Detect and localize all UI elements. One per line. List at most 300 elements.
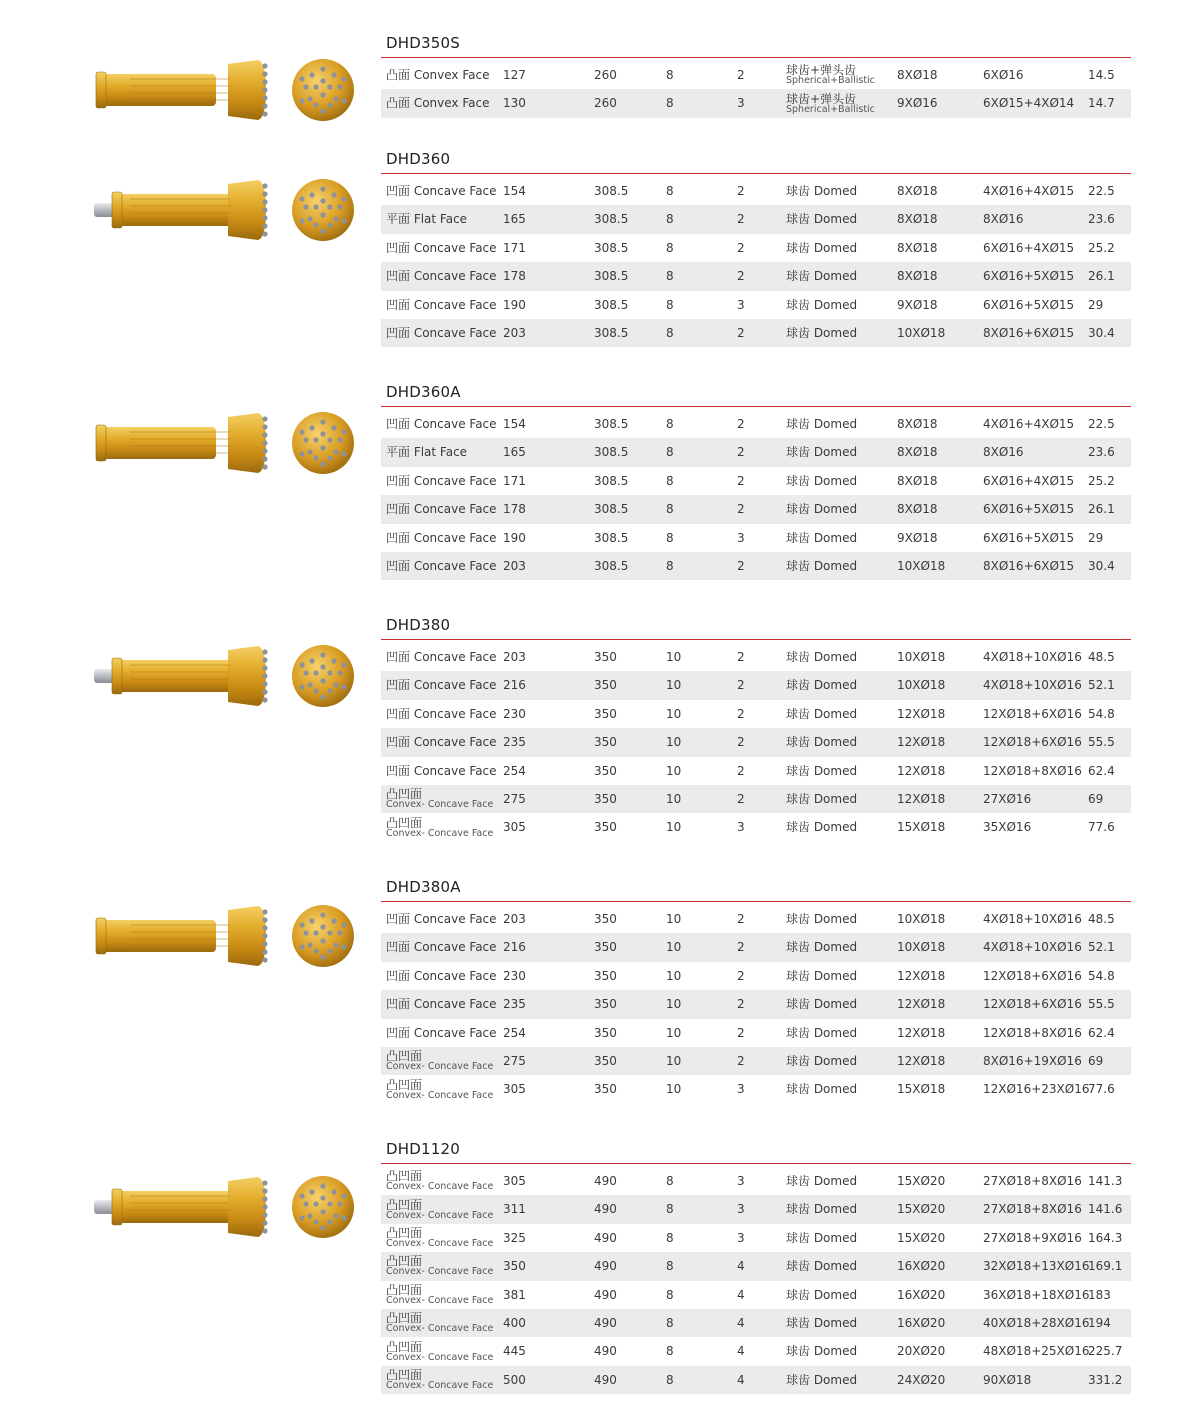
gauge-buttons-cell: 12XØ18 <box>897 997 946 1012</box>
front-buttons-cell: 6XØ16+4XØ15 <box>983 240 1075 255</box>
weight-cell: 26.1 <box>1088 269 1115 284</box>
table-row <box>381 524 1131 552</box>
face-type-en: Convex- Concave Face <box>386 1323 494 1335</box>
table-row <box>381 319 1131 347</box>
gauge-buttons-cell: 9XØ16 <box>897 96 938 111</box>
title-rule <box>381 901 1131 902</box>
face-type-en: Convex- Concave Face <box>386 1294 494 1306</box>
face-type-cell: 凹面 Concave Face <box>386 1025 497 1040</box>
splines-cell: 10 <box>666 678 682 693</box>
face-type-cn: 凸凹面 <box>386 815 423 830</box>
flushing-holes-cell: 2 <box>737 502 745 517</box>
table-row <box>381 962 1131 990</box>
weight-cell: 183 <box>1088 1287 1111 1302</box>
splines-cell: 8 <box>666 1174 674 1188</box>
diameter-cell: 400 <box>503 1315 526 1330</box>
flushing-holes-cell: 3 <box>737 96 745 111</box>
face-type-cell: 凹面 Concave Face <box>386 240 497 255</box>
flushing-holes-cell: 2 <box>737 940 745 955</box>
splines-cell: 8 <box>666 297 674 312</box>
table-row <box>381 410 1131 438</box>
front-buttons-cell: 12XØ18+8XØ16 <box>983 1025 1082 1040</box>
front-buttons-cell: 6XØ16 <box>983 68 1024 82</box>
gauge-buttons-cell: 12XØ18 <box>897 763 946 778</box>
insert-type-cell <box>786 61 875 89</box>
table-row <box>381 1309 1131 1337</box>
length-cell: 490 <box>594 1202 617 1217</box>
front-buttons-cell: 36XØ18+18XØ16 <box>983 1287 1090 1302</box>
table-row <box>381 1337 1131 1365</box>
diameter-cell: 178 <box>503 502 526 517</box>
insert-type-cell: 球齿 Domed <box>786 763 858 778</box>
flushing-holes-cell: 3 <box>737 820 745 835</box>
diameter-cell: 171 <box>503 473 526 488</box>
gauge-buttons-cell: 9XØ18 <box>897 530 938 545</box>
flushing-holes-cell: 3 <box>737 1082 745 1097</box>
insert-type-cell: 球齿 Domed <box>786 820 858 835</box>
table-row <box>381 1167 1131 1195</box>
weight-cell: 48.5 <box>1088 650 1115 664</box>
flushing-holes-cell: 4 <box>737 1315 745 1330</box>
diameter-cell: 203 <box>503 912 526 926</box>
title-rule <box>381 639 1131 640</box>
weight-cell: 77.6 <box>1088 1082 1115 1097</box>
front-buttons-cell: 90XØ18 <box>983 1372 1032 1387</box>
face-type-en: Convex- Concave Face <box>386 1266 494 1278</box>
front-buttons-cell: 8XØ16 <box>983 445 1024 460</box>
table-row <box>381 1224 1131 1252</box>
face-type-cell: 凸面 Convex Face <box>386 96 490 111</box>
face-type-cell: 凹面 Concave Face <box>386 417 497 431</box>
front-buttons-cell: 27XØ18+8XØ16 <box>983 1174 1082 1188</box>
diameter-cell: 203 <box>503 650 526 664</box>
length-cell: 350 <box>594 791 617 806</box>
splines-cell: 10 <box>666 1082 682 1097</box>
length-cell: 350 <box>594 1082 617 1097</box>
front-buttons-cell: 12XØ18+6XØ16 <box>983 735 1082 750</box>
splines-cell: 8 <box>666 1372 674 1387</box>
flushing-holes-cell: 2 <box>737 997 745 1012</box>
insert-type-cn: 球齿+弹头齿 <box>786 63 857 78</box>
length-cell: 308.5 <box>594 502 629 517</box>
insert-type-cell: 球齿 Domed <box>786 473 858 488</box>
diameter-cell: 190 <box>503 530 526 545</box>
splines-cell: 10 <box>666 997 682 1012</box>
table-row <box>381 785 1131 813</box>
table-row <box>381 1195 1131 1223</box>
diameter-cell: 311 <box>503 1202 526 1217</box>
insert-type-cell: 球齿 Domed <box>786 1053 858 1068</box>
front-buttons-cell: 8XØ16+6XØ15 <box>983 558 1075 573</box>
table-row <box>381 177 1131 205</box>
gauge-buttons-cell: 8XØ18 <box>897 445 938 460</box>
weight-cell: 29 <box>1088 297 1104 312</box>
drill-bit-face-view <box>290 57 356 123</box>
insert-type-cell: 球齿 Domed <box>786 1372 858 1387</box>
length-cell: 308.5 <box>594 297 629 312</box>
face-type-cn: 凸凹面 <box>386 1077 423 1092</box>
table-row <box>381 905 1131 933</box>
splines-cell: 8 <box>666 1287 674 1302</box>
insert-type-cell: 球齿 Domed <box>786 1259 858 1274</box>
face-type-cell: 凹面 Concave Face <box>386 763 497 778</box>
flushing-holes-cell: 3 <box>737 1174 745 1188</box>
weight-cell: 331.2 <box>1088 1372 1123 1387</box>
front-buttons-cell: 8XØ16+19XØ16 <box>983 1053 1082 1068</box>
flushing-holes-cell: 2 <box>737 325 745 340</box>
length-cell: 350 <box>594 706 617 721</box>
length-cell: 308.5 <box>594 325 629 340</box>
table-row <box>381 757 1131 785</box>
face-type-cell: 平面 Flat Face <box>386 445 468 460</box>
title-rule <box>381 1163 1131 1164</box>
insert-type-cell: 球齿 Domed <box>786 706 858 721</box>
gauge-buttons-cell: 10XØ18 <box>897 912 946 926</box>
insert-type-cell: 球齿 Domed <box>786 997 858 1012</box>
flushing-holes-cell: 2 <box>737 791 745 806</box>
gauge-buttons-cell: 8XØ18 <box>897 417 938 431</box>
face-type-cell <box>386 785 493 813</box>
length-cell: 350 <box>594 678 617 693</box>
gauge-buttons-cell: 16XØ20 <box>897 1287 946 1302</box>
product-title: DHD1120 <box>386 1140 460 1158</box>
face-type-cell <box>386 1224 493 1252</box>
weight-cell: 62.4 <box>1088 1025 1115 1040</box>
front-buttons-cell: 27XØ18+9XØ16 <box>983 1230 1082 1245</box>
gauge-buttons-cell: 12XØ18 <box>897 1053 946 1068</box>
gauge-buttons-cell: 12XØ18 <box>897 1025 946 1040</box>
length-cell: 490 <box>594 1259 617 1274</box>
gauge-buttons-cell: 10XØ18 <box>897 650 946 664</box>
splines-cell: 10 <box>666 735 682 750</box>
face-type-cn: 凸凹面 <box>386 1339 423 1354</box>
insert-type-cell <box>786 89 875 117</box>
front-buttons-cell: 6XØ16+5XØ15 <box>983 502 1075 517</box>
weight-cell: 22.5 <box>1088 417 1115 431</box>
insert-type-en: Spherical+Ballistic <box>786 103 875 115</box>
splines-cell: 10 <box>666 940 682 955</box>
gauge-buttons-cell: 8XØ18 <box>897 184 938 198</box>
flushing-holes-cell: 2 <box>737 68 745 82</box>
length-cell: 350 <box>594 912 617 926</box>
spec-table <box>381 61 1131 118</box>
weight-cell: 141.3 <box>1088 1174 1123 1188</box>
insert-type-cell: 球齿 Domed <box>786 678 858 693</box>
diameter-cell: 178 <box>503 269 526 284</box>
diameter-cell: 381 <box>503 1287 526 1302</box>
face-type-en: Convex- Concave Face <box>386 1351 494 1363</box>
weight-cell: 14.7 <box>1088 96 1115 111</box>
table-row <box>381 89 1131 117</box>
diameter-cell: 171 <box>503 240 526 255</box>
front-buttons-cell: 12XØ16+23XØ16 <box>983 1082 1090 1097</box>
gauge-buttons-cell: 8XØ18 <box>897 212 938 227</box>
flushing-holes-cell: 2 <box>737 706 745 721</box>
table-row <box>381 552 1131 580</box>
splines-cell: 8 <box>666 530 674 545</box>
face-type-cell <box>386 1366 493 1394</box>
face-type-cell <box>386 1167 493 1195</box>
splines-cell: 8 <box>666 1315 674 1330</box>
table-row <box>381 643 1131 671</box>
front-buttons-cell: 12XØ18+8XØ16 <box>983 763 1082 778</box>
diameter-cell: 203 <box>503 558 526 573</box>
front-buttons-cell: 4XØ16+4XØ15 <box>983 184 1075 198</box>
table-row <box>381 1281 1131 1309</box>
length-cell: 350 <box>594 1053 617 1068</box>
drill-bit-face-view <box>290 177 356 243</box>
weight-cell: 26.1 <box>1088 502 1115 517</box>
diameter-cell: 130 <box>503 96 526 111</box>
face-type-cell: 凹面 Concave Face <box>386 297 497 312</box>
gauge-buttons-cell: 10XØ18 <box>897 678 946 693</box>
length-cell: 350 <box>594 1025 617 1040</box>
face-type-cell <box>386 1195 493 1223</box>
length-cell: 490 <box>594 1372 617 1387</box>
diameter-cell: 305 <box>503 1174 526 1188</box>
splines-cell: 8 <box>666 502 674 517</box>
diameter-cell: 165 <box>503 212 526 227</box>
product-title: DHD360A <box>386 383 461 401</box>
flushing-holes-cell: 4 <box>737 1372 745 1387</box>
face-type-en: Convex- Concave Face <box>386 1061 494 1073</box>
insert-type-cell: 球齿 Domed <box>786 1202 858 1217</box>
gauge-buttons-cell: 10XØ18 <box>897 558 946 573</box>
insert-type-cell: 球齿 Domed <box>786 184 858 198</box>
gauge-buttons-cell: 20XØ20 <box>897 1344 946 1359</box>
flushing-holes-cell: 2 <box>737 417 745 431</box>
gauge-buttons-cell: 12XØ18 <box>897 968 946 983</box>
insert-type-cn: 球齿+弹头齿 <box>786 91 857 106</box>
front-buttons-cell: 4XØ18+10XØ16 <box>983 650 1082 664</box>
flushing-holes-cell: 2 <box>737 269 745 284</box>
front-buttons-cell: 40XØ18+28XØ16 <box>983 1315 1090 1330</box>
diameter-cell: 305 <box>503 820 526 835</box>
insert-type-cell: 球齿 Domed <box>786 1174 858 1188</box>
length-cell: 260 <box>594 68 617 82</box>
diameter-cell: 216 <box>503 940 526 955</box>
insert-type-cell: 球齿 Domed <box>786 735 858 750</box>
length-cell: 490 <box>594 1174 617 1188</box>
splines-cell: 8 <box>666 445 674 460</box>
table-row <box>381 1019 1131 1047</box>
drill-bit-face-view <box>290 1174 356 1240</box>
insert-type-cell: 球齿 Domed <box>786 212 858 227</box>
splines-cell: 10 <box>666 650 682 664</box>
face-type-cell: 凹面 Concave Face <box>386 706 497 721</box>
weight-cell: 55.5 <box>1088 735 1115 750</box>
diameter-cell: 325 <box>503 1230 526 1245</box>
length-cell: 260 <box>594 96 617 111</box>
table-row <box>381 1075 1131 1103</box>
face-type-cell: 凹面 Concave Face <box>386 269 497 284</box>
insert-type-cell: 球齿 Domed <box>786 530 858 545</box>
front-buttons-cell: 6XØ15+4XØ14 <box>983 96 1075 111</box>
front-buttons-cell: 32XØ18+13XØ16 <box>983 1259 1090 1274</box>
gauge-buttons-cell: 8XØ18 <box>897 473 938 488</box>
splines-cell: 8 <box>666 1202 674 1217</box>
flushing-holes-cell: 2 <box>737 1053 745 1068</box>
table-row <box>381 813 1131 841</box>
gauge-buttons-cell: 15XØ20 <box>897 1174 946 1188</box>
splines-cell: 8 <box>666 212 674 227</box>
weight-cell: 48.5 <box>1088 912 1115 926</box>
drill-bit-side-view <box>90 50 275 130</box>
front-buttons-cell: 6XØ16+5XØ15 <box>983 530 1075 545</box>
face-type-cn: 凸凹面 <box>386 1049 423 1064</box>
spec-table <box>381 177 1131 347</box>
splines-cell: 8 <box>666 1230 674 1245</box>
face-type-cell <box>386 1281 493 1309</box>
weight-cell: 69 <box>1088 791 1104 806</box>
face-type-cell: 凹面 Concave Face <box>386 997 497 1012</box>
splines-cell: 8 <box>666 417 674 431</box>
weight-cell: 54.8 <box>1088 968 1115 983</box>
drill-bit-side-view <box>90 636 275 716</box>
weight-cell: 77.6 <box>1088 820 1115 835</box>
gauge-buttons-cell: 16XØ20 <box>897 1259 946 1274</box>
diameter-cell: 190 <box>503 297 526 312</box>
splines-cell: 10 <box>666 912 682 926</box>
gauge-buttons-cell: 10XØ18 <box>897 940 946 955</box>
table-row <box>381 671 1131 699</box>
drill-bit-face-view <box>290 410 356 476</box>
insert-type-cell: 球齿 Domed <box>786 912 858 926</box>
insert-type-cell: 球齿 Domed <box>786 1344 858 1359</box>
front-buttons-cell: 4XØ18+10XØ16 <box>983 940 1082 955</box>
flushing-holes-cell: 2 <box>737 184 745 198</box>
splines-cell: 10 <box>666 820 682 835</box>
face-type-cn: 凸凹面 <box>386 1367 423 1382</box>
face-type-cn: 凸凹面 <box>386 1169 423 1184</box>
gauge-buttons-cell: 12XØ18 <box>897 735 946 750</box>
title-rule <box>381 406 1131 407</box>
weight-cell: 194 <box>1088 1315 1111 1330</box>
splines-cell: 8 <box>666 558 674 573</box>
diameter-cell: 154 <box>503 417 526 431</box>
splines-cell: 10 <box>666 706 682 721</box>
table-row <box>381 438 1131 466</box>
flushing-holes-cell: 3 <box>737 1202 745 1217</box>
face-type-cell <box>386 1047 493 1075</box>
splines-cell: 8 <box>666 68 674 82</box>
face-type-en: Convex- Concave Face <box>386 1209 494 1221</box>
face-type-cell: 凹面 Concave Face <box>386 968 497 983</box>
length-cell: 350 <box>594 735 617 750</box>
face-type-cell: 凹面 Concave Face <box>386 558 497 573</box>
length-cell: 308.5 <box>594 240 629 255</box>
table-row <box>381 467 1131 495</box>
length-cell: 490 <box>594 1344 617 1359</box>
face-type-en: Convex- Concave Face <box>386 827 494 839</box>
face-type-en: Convex- Concave Face <box>386 799 494 811</box>
table-row <box>381 291 1131 319</box>
title-rule <box>381 57 1131 58</box>
face-type-cell: 凹面 Concave Face <box>386 502 497 517</box>
weight-cell: 164.3 <box>1088 1230 1123 1245</box>
flushing-holes-cell: 2 <box>737 558 745 573</box>
front-buttons-cell: 8XØ16+6XØ15 <box>983 325 1075 340</box>
front-buttons-cell: 4XØ18+10XØ16 <box>983 912 1082 926</box>
face-type-cn: 凸凹面 <box>386 1254 423 1269</box>
flushing-holes-cell: 2 <box>737 650 745 664</box>
weight-cell: 69 <box>1088 1053 1104 1068</box>
front-buttons-cell: 6XØ16+4XØ15 <box>983 473 1075 488</box>
front-buttons-cell: 27XØ16 <box>983 791 1032 806</box>
face-type-cell <box>386 1309 493 1337</box>
drill-bit-face-view <box>290 643 356 709</box>
length-cell: 308.5 <box>594 184 629 198</box>
insert-type-cell: 球齿 Domed <box>786 968 858 983</box>
insert-type-cell: 球齿 Domed <box>786 502 858 517</box>
weight-cell: 23.6 <box>1088 445 1115 460</box>
table-row <box>381 1366 1131 1394</box>
table-row <box>381 61 1131 89</box>
flushing-holes-cell: 2 <box>737 473 745 488</box>
gauge-buttons-cell: 8XØ18 <box>897 502 938 517</box>
flushing-holes-cell: 3 <box>737 1230 745 1245</box>
length-cell: 350 <box>594 940 617 955</box>
face-type-cell <box>386 1075 493 1103</box>
insert-type-cell: 球齿 Domed <box>786 297 858 312</box>
insert-type-cell: 球齿 Domed <box>786 417 858 431</box>
length-cell: 490 <box>594 1315 617 1330</box>
weight-cell: 52.1 <box>1088 940 1115 955</box>
length-cell: 308.5 <box>594 530 629 545</box>
product-title: DHD380 <box>386 616 451 634</box>
length-cell: 490 <box>594 1287 617 1302</box>
flushing-holes-cell: 2 <box>737 445 745 460</box>
gauge-buttons-cell: 10XØ18 <box>897 325 946 340</box>
insert-type-cell: 球齿 Domed <box>786 791 858 806</box>
insert-type-cell: 球齿 Domed <box>786 240 858 255</box>
drill-bit-side-view <box>90 170 275 250</box>
flushing-holes-cell: 4 <box>737 1344 745 1359</box>
face-type-cell <box>386 1337 493 1365</box>
face-type-cn: 凸凹面 <box>386 1311 423 1326</box>
front-buttons-cell: 4XØ18+10XØ16 <box>983 678 1082 693</box>
splines-cell: 8 <box>666 1259 674 1274</box>
face-type-cn: 凸凹面 <box>386 787 423 802</box>
face-type-cell <box>386 1252 493 1280</box>
face-type-en: Convex- Concave Face <box>386 1089 494 1101</box>
front-buttons-cell: 12XØ18+6XØ16 <box>983 968 1082 983</box>
splines-cell: 10 <box>666 1025 682 1040</box>
flushing-holes-cell: 2 <box>737 678 745 693</box>
face-type-cell: 凹面 Concave Face <box>386 473 497 488</box>
gauge-buttons-cell: 8XØ18 <box>897 269 938 284</box>
flushing-holes-cell: 2 <box>737 212 745 227</box>
splines-cell: 8 <box>666 269 674 284</box>
table-row <box>381 700 1131 728</box>
face-type-en: Convex- Concave Face <box>386 1237 494 1249</box>
flushing-holes-cell: 2 <box>737 735 745 750</box>
face-type-cell: 凹面 Concave Face <box>386 940 497 955</box>
weight-cell: 30.4 <box>1088 558 1115 573</box>
weight-cell: 14.5 <box>1088 68 1115 82</box>
splines-cell: 8 <box>666 184 674 198</box>
gauge-buttons-cell: 24XØ20 <box>897 1372 946 1387</box>
face-type-cn: 凸凹面 <box>386 1225 423 1240</box>
splines-cell: 10 <box>666 968 682 983</box>
drill-bit-side-view <box>90 1167 275 1247</box>
diameter-cell: 230 <box>503 968 526 983</box>
front-buttons-cell: 48XØ18+25XØ16 <box>983 1344 1090 1359</box>
spec-table <box>381 1167 1131 1394</box>
weight-cell: 25.2 <box>1088 240 1115 255</box>
gauge-buttons-cell: 15XØ20 <box>897 1202 946 1217</box>
spec-table <box>381 905 1131 1104</box>
